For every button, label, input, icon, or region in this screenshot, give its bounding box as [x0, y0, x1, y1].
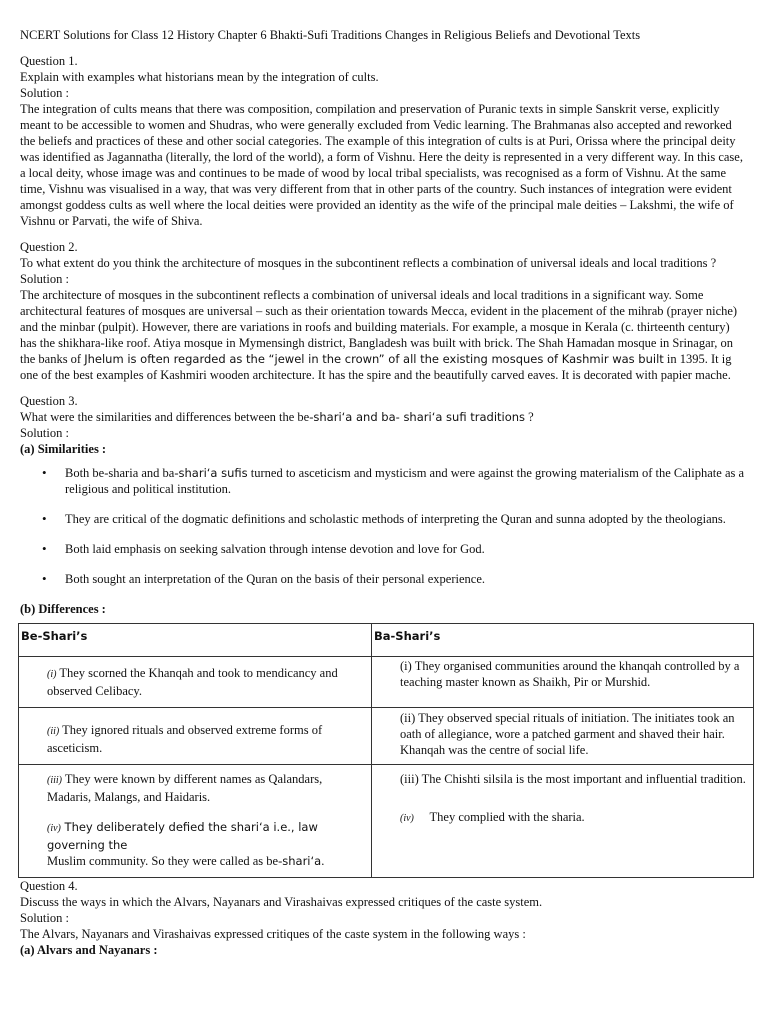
- solution-2-part-b: Jhelum is often regarded as the “jewel in the crown” of all the existing mosques of Kashmir was built: [84, 352, 664, 366]
- row-3-left: [47, 771, 363, 805]
- question-2-text: To what extent do you think the architecture of mosques in the subcontinent reflects a combination of universal ideals and local traditions ?: [20, 256, 717, 270]
- bullet-icon: •: [42, 511, 47, 526]
- similarity-1-part-a: Both be-sharia and ba-: [65, 466, 179, 480]
- alvars-nayanars-heading: (a) Alvars and Nayanars :: [20, 943, 158, 957]
- list-item: [20, 465, 748, 497]
- solution-1-text: The integration of cults means that there was composition, compilation and preservation of Puranic texts in simple Sanskrit verse, explicitly meant to be accessible to women and Shudras, who were generally excluded from Vedic learning. The Brahmanas also accepted and reworked the beliefs and practices of these and other social categories. The example of this integration of cults is at Puri, Orissa where the principal deity was identified as Jagannatha (literally, the lord of the world), a form of Vishnu. Here the deity is represented in a very different way. In this case, a local deity, whose image was and continues to be made of wood by local tribal specialists, was recognised as a form of Vishnu. At the same time, Vishnu was visualised in a way, that was very different from that in other parts of the country. Such instances of integration were evident amongst goddess cults as well where the local deities were provided an identity as the wife of the principal male deities – Lakshmi, the wife of Vishnu or Parvati, the wife of Shiva.: [20, 102, 743, 228]
- cell-text: (i) They organised communities around the khanqah controlled by a teaching master known as Shaikh, Pir or Murshid.: [400, 659, 740, 689]
- cell-text: They scorned the Khanqah and took to mendicancy and observed Celibacy.: [47, 666, 338, 698]
- question-4-text: Discuss the ways in which the Alvars, Nayanars and Virashaivas expressed critiques of the caste system.: [20, 895, 543, 909]
- bullet-icon: •: [42, 465, 47, 480]
- solution-2-label: Solution :: [20, 272, 69, 286]
- solution-3-label: Solution :: [20, 426, 69, 440]
- question-1-text: Explain with examples what historians mean by the integration of cults.: [20, 70, 379, 84]
- cell-text: shari‘a: [282, 854, 322, 868]
- spacer: [400, 787, 747, 809]
- table-row: [19, 765, 754, 878]
- differences-table: [18, 623, 754, 878]
- question-3-part-c: ?: [525, 410, 534, 424]
- similarities-list: [20, 465, 748, 587]
- row-number: (iv): [47, 823, 61, 834]
- column-header-be-shari: Be-Shari’s: [19, 624, 372, 657]
- cell-text: Muslim community. So they were called as be-: [47, 854, 283, 868]
- solution-2-part-c: in 1395. It ig one of the best examples of Kashmiri wooden architecture. It has the spire and the beautifully carved eaves. It is decorated with papier mache.: [20, 352, 732, 382]
- question-4-label: Question 4.: [20, 879, 78, 893]
- cell-text: .: [321, 854, 325, 868]
- question-3-block: [20, 393, 748, 878]
- solution-2-text: [20, 287, 748, 383]
- cell-text: They complied with the sharia.: [429, 810, 585, 824]
- bullet-icon: •: [42, 541, 47, 556]
- row-number: (ii): [47, 726, 60, 737]
- solution-2-part-a: The architecture of mosques in the subcontinent reflects a combination of universal ideals and local traditions in a significant way. Some architectural features of mosques are universal – such as their orientation towards Mecca, evident in the placement of the mihrab (prayer niche) and the minbar (pulpit). However, there are variations in roofs and building materials. For example, a mosque in Kerala (c. thirteenth century) has the shikhara-like roof. Atiya mosque in Mymensingh district, Bangladesh was built with brick. The Shah Hamadan mosque in Srinagar, on the banks of: [20, 288, 738, 366]
- table-cell: [19, 708, 372, 765]
- row-4-left: [47, 819, 363, 869]
- bullet-icon: •: [42, 571, 47, 586]
- question-3-label: Question 3.: [20, 394, 78, 408]
- list-item: [20, 571, 748, 587]
- question-1-label: Question 1.: [20, 54, 78, 68]
- row-number: (i): [47, 669, 57, 680]
- column-header-ba-shari: Ba-Shari’s: [372, 624, 754, 657]
- solution-4-text: The Alvars, Nayanars and Virashaivas expressed critiques of the caste system in the following ways :: [20, 927, 526, 941]
- table-row: [19, 708, 754, 765]
- differences-heading: (b) Differences :: [20, 602, 106, 616]
- list-item: [20, 541, 748, 557]
- cell-text: They deliberately defied the shari‘a i.e., law governing the: [47, 820, 318, 852]
- document-page: [20, 0, 748, 958]
- solution-4-label: Solution :: [20, 911, 69, 925]
- list-item: [20, 511, 748, 527]
- table-cell: [19, 657, 372, 708]
- table-cell: [372, 708, 754, 765]
- similarities-heading: (a) Similarities :: [20, 442, 107, 456]
- row-number: (iv): [400, 813, 414, 824]
- similarity-1-part-b: shari‘a sufis: [178, 466, 248, 480]
- table-row: [19, 657, 754, 708]
- table-header-row: [19, 624, 754, 657]
- cell-text: (iii) The Chishti silsila is the most important and influential tradition.: [400, 772, 746, 786]
- table-cell: [19, 765, 372, 878]
- cell-text: (ii) They observed special rituals of initiation. The initiates took an oath of allegiance, wore a patched garment and shaved their hair. Khanqah was the centre of social life.: [400, 711, 735, 757]
- cell-text: They ignored rituals and observed extreme forms of asceticism.: [47, 723, 323, 755]
- similarity-1-part-c: turned to asceticism and mysticism and were against the growing materialism of the Caliphate as a religious and political institution.: [65, 466, 745, 496]
- question-3-text: [20, 409, 748, 425]
- similarity-4-text: Both sought an interpretation of the Quran on the basis of their personal experience.: [65, 572, 486, 586]
- question-3-part-a: What were the similarities and differences between the be-: [20, 410, 314, 424]
- row-number: (iii): [47, 775, 62, 786]
- table-cell: [372, 657, 754, 708]
- question-2-block: [20, 239, 748, 383]
- question-3-part-b: shari‘a and ba- shari‘a sufi traditions: [313, 410, 526, 424]
- spacer: [47, 805, 363, 819]
- cell-text: They were known by different names as Qalandars, Madaris, Malangs, and Haidaris.: [47, 772, 323, 804]
- question-4-block: [20, 878, 748, 958]
- table-cell: [372, 765, 754, 878]
- solution-1-label: Solution :: [20, 86, 69, 100]
- row-4-right: [400, 809, 747, 827]
- similarity-3-text: Both laid emphasis on seeking salvation through intense devotion and love for God.: [65, 542, 485, 556]
- question-2-label: Question 2.: [20, 240, 78, 254]
- question-1-block: [20, 53, 748, 229]
- similarity-2-text: They are critical of the dogmatic definitions and scholastic methods of interpreting the Quran and sunna adopted by the theologians.: [65, 512, 726, 526]
- page-title: NCERT Solutions for Class 12 History Chapter 6 Bhakti-Sufi Traditions Changes in Religious Beliefs and Devotional Texts: [20, 28, 641, 42]
- row-3-right: [400, 771, 747, 787]
